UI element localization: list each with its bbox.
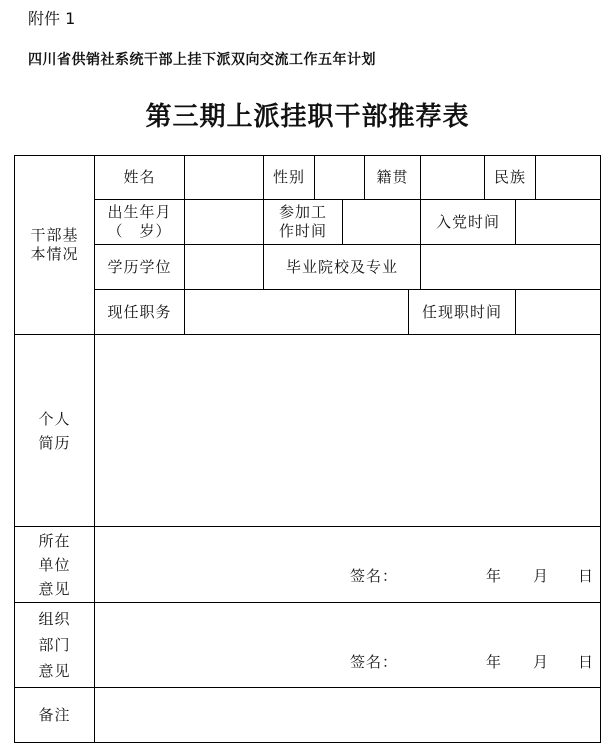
current-post-field[interactable] xyxy=(185,290,408,334)
page-title: 第三期上派挂职干部推荐表 xyxy=(145,102,470,132)
current-post-label: 现任职务 xyxy=(107,302,172,321)
resume-label xyxy=(15,335,94,526)
work-start-label-line1: 参加工 xyxy=(278,203,327,221)
basic-info-label-line2: 本情况 xyxy=(30,245,79,263)
school-major-label: 毕业院校及专业 xyxy=(285,257,398,276)
basic-info-label xyxy=(15,156,94,334)
name-label: 姓名 xyxy=(123,168,156,186)
attachment-label: 附件 1 xyxy=(28,9,76,28)
org-day-label: 日 xyxy=(578,653,595,671)
post-time-label: 任现职时间 xyxy=(421,302,502,321)
birth-date-label xyxy=(95,200,184,244)
party-join-label: 入党时间 xyxy=(435,212,500,231)
remarks-label: 备注 xyxy=(38,705,71,724)
education-field[interactable] xyxy=(185,245,263,289)
ethnicity-label: 民族 xyxy=(493,168,526,186)
document-subtitle: 四川省供销社系统干部上挂下派双向交流工作五年计划 xyxy=(28,52,376,68)
work-start-label xyxy=(264,200,342,244)
native-place-field[interactable] xyxy=(421,156,484,199)
birth-date-label-line2: （ 岁） xyxy=(107,222,172,240)
unit-opinion-field[interactable] xyxy=(95,527,600,602)
org-signature-label: 签名： xyxy=(350,653,399,671)
org-opinion-label-line3: 意见 xyxy=(38,662,71,680)
birth-date-field[interactable] xyxy=(185,200,263,244)
native-place-label: 籍贯 xyxy=(376,168,409,186)
unit-opinion-label xyxy=(15,527,94,602)
unit-signature-label: 签名： xyxy=(350,567,399,585)
unit-opinion-label-line2: 单位 xyxy=(38,555,71,574)
ethnicity-field[interactable] xyxy=(536,156,600,199)
name-field[interactable] xyxy=(185,156,263,199)
resume-field[interactable] xyxy=(95,335,600,526)
unit-opinion-label-line3: 意见 xyxy=(38,579,71,598)
unit-day-label: 日 xyxy=(578,567,595,585)
education-label: 学历学位 xyxy=(107,257,172,276)
org-opinion-label xyxy=(15,603,94,687)
birth-date-label-line1: 出生年月 xyxy=(107,203,172,221)
post-time-field[interactable] xyxy=(516,290,600,334)
org-month-label: 月 xyxy=(533,653,550,671)
org-opinion-label-line2: 部门 xyxy=(38,636,71,654)
unit-month-label: 月 xyxy=(533,567,550,585)
remarks-field[interactable] xyxy=(95,688,600,742)
resume-label-line1: 个人 xyxy=(38,409,71,428)
unit-opinion-label-line1: 所在 xyxy=(38,531,71,550)
school-major-field[interactable] xyxy=(421,245,600,289)
gender-label: 性别 xyxy=(272,168,305,186)
org-opinion-field[interactable] xyxy=(95,603,600,687)
work-start-label-line2: 作时间 xyxy=(278,222,327,240)
party-join-field[interactable] xyxy=(516,200,600,244)
resume-label-line2: 简历 xyxy=(38,433,71,452)
work-start-field[interactable] xyxy=(343,200,420,244)
basic-info-label-line1: 干部基 xyxy=(30,226,79,244)
gender-field[interactable] xyxy=(315,156,364,199)
org-opinion-label-line1: 组织 xyxy=(38,610,71,628)
unit-year-label: 年 xyxy=(486,567,503,585)
org-year-label: 年 xyxy=(486,653,503,671)
